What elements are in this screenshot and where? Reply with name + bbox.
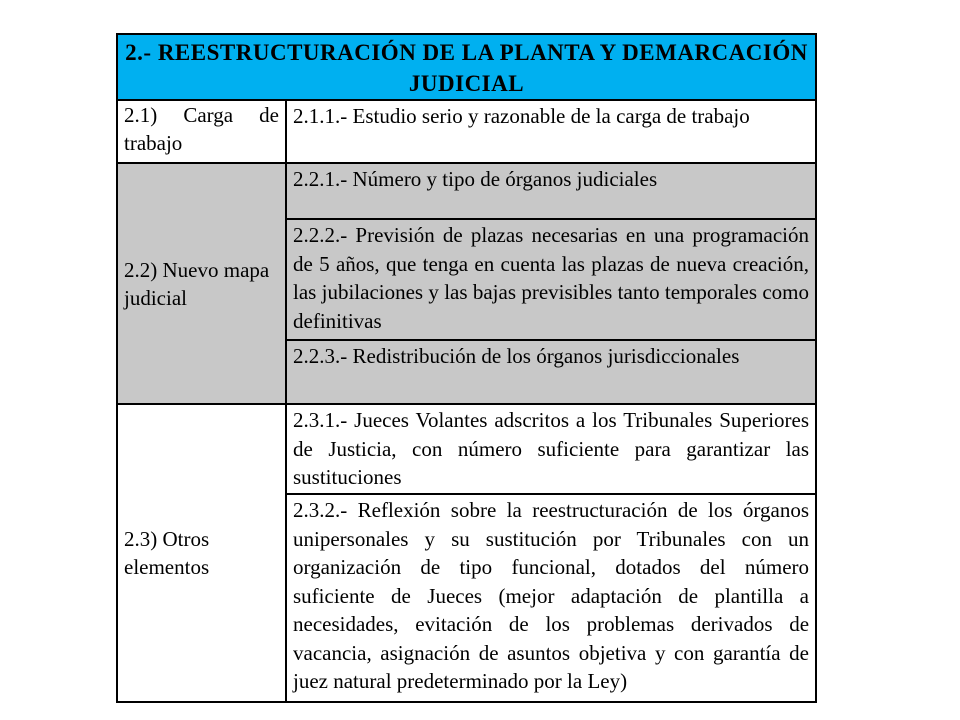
section-label-carga-trabajo	[117, 100, 286, 163]
section-label-text: 2.3) Otros elementos	[124, 527, 210, 579]
section-label-text: 2.2) Nuevo mapa judicial	[124, 257, 270, 310]
table-title-text: 2.- REESTRUCTURACIÓN DE LA PLANTA Y DEMARCACIÓN JUDICIAL	[125, 40, 808, 96]
section-label-otros-elementos	[117, 404, 286, 702]
section-label-text: 2.1) Carga de trabajo	[124, 103, 279, 155]
item-text: 2.1.1.- Estudio serio y razonable de la carga de trabajo	[293, 104, 750, 128]
section-label-nuevo-mapa-judicial	[117, 163, 286, 404]
item-text: 2.3.1.- Jueces Volantes adscritos a los Tribunales Superiores de Justicia, con número suficiente para garantizar las sustituciones	[293, 408, 810, 489]
item-text: 2.2.1.- Número y tipo de órganos judiciales	[293, 167, 658, 191]
item-2-2-1	[286, 163, 816, 219]
item-text: 2.2.2.- Previsión de plazas necesarias en una programación de 5 años, que tenga en cuenta las plazas de nueva creación, las jubilaciones y las bajas previsibles tanto temporales como definitivas	[293, 223, 810, 333]
item-text: 2.2.3.- Redistribución de los órganos jurisdiccionales	[293, 344, 740, 368]
item-2-2-3	[286, 340, 816, 404]
item-2-2-2	[286, 219, 816, 340]
item-text: 2.3.2.- Reflexión sobre la reestructuración de los órganos unipersonales y su sustitución por Tribunales con un organización de tipo funcional, dotados del número suficiente de Jueces (mejor adaptación de plantilla a necesidades, evitación de los problemas derivados de vacancia, asignación de asuntos objetiva y con garantía de juez natural predeterminado por la Ley)	[293, 498, 810, 693]
item-2-3-1	[286, 404, 816, 494]
table-title	[117, 34, 816, 100]
item-2-1-1	[286, 100, 816, 163]
item-2-3-2	[286, 494, 816, 702]
reform-table	[116, 33, 817, 703]
